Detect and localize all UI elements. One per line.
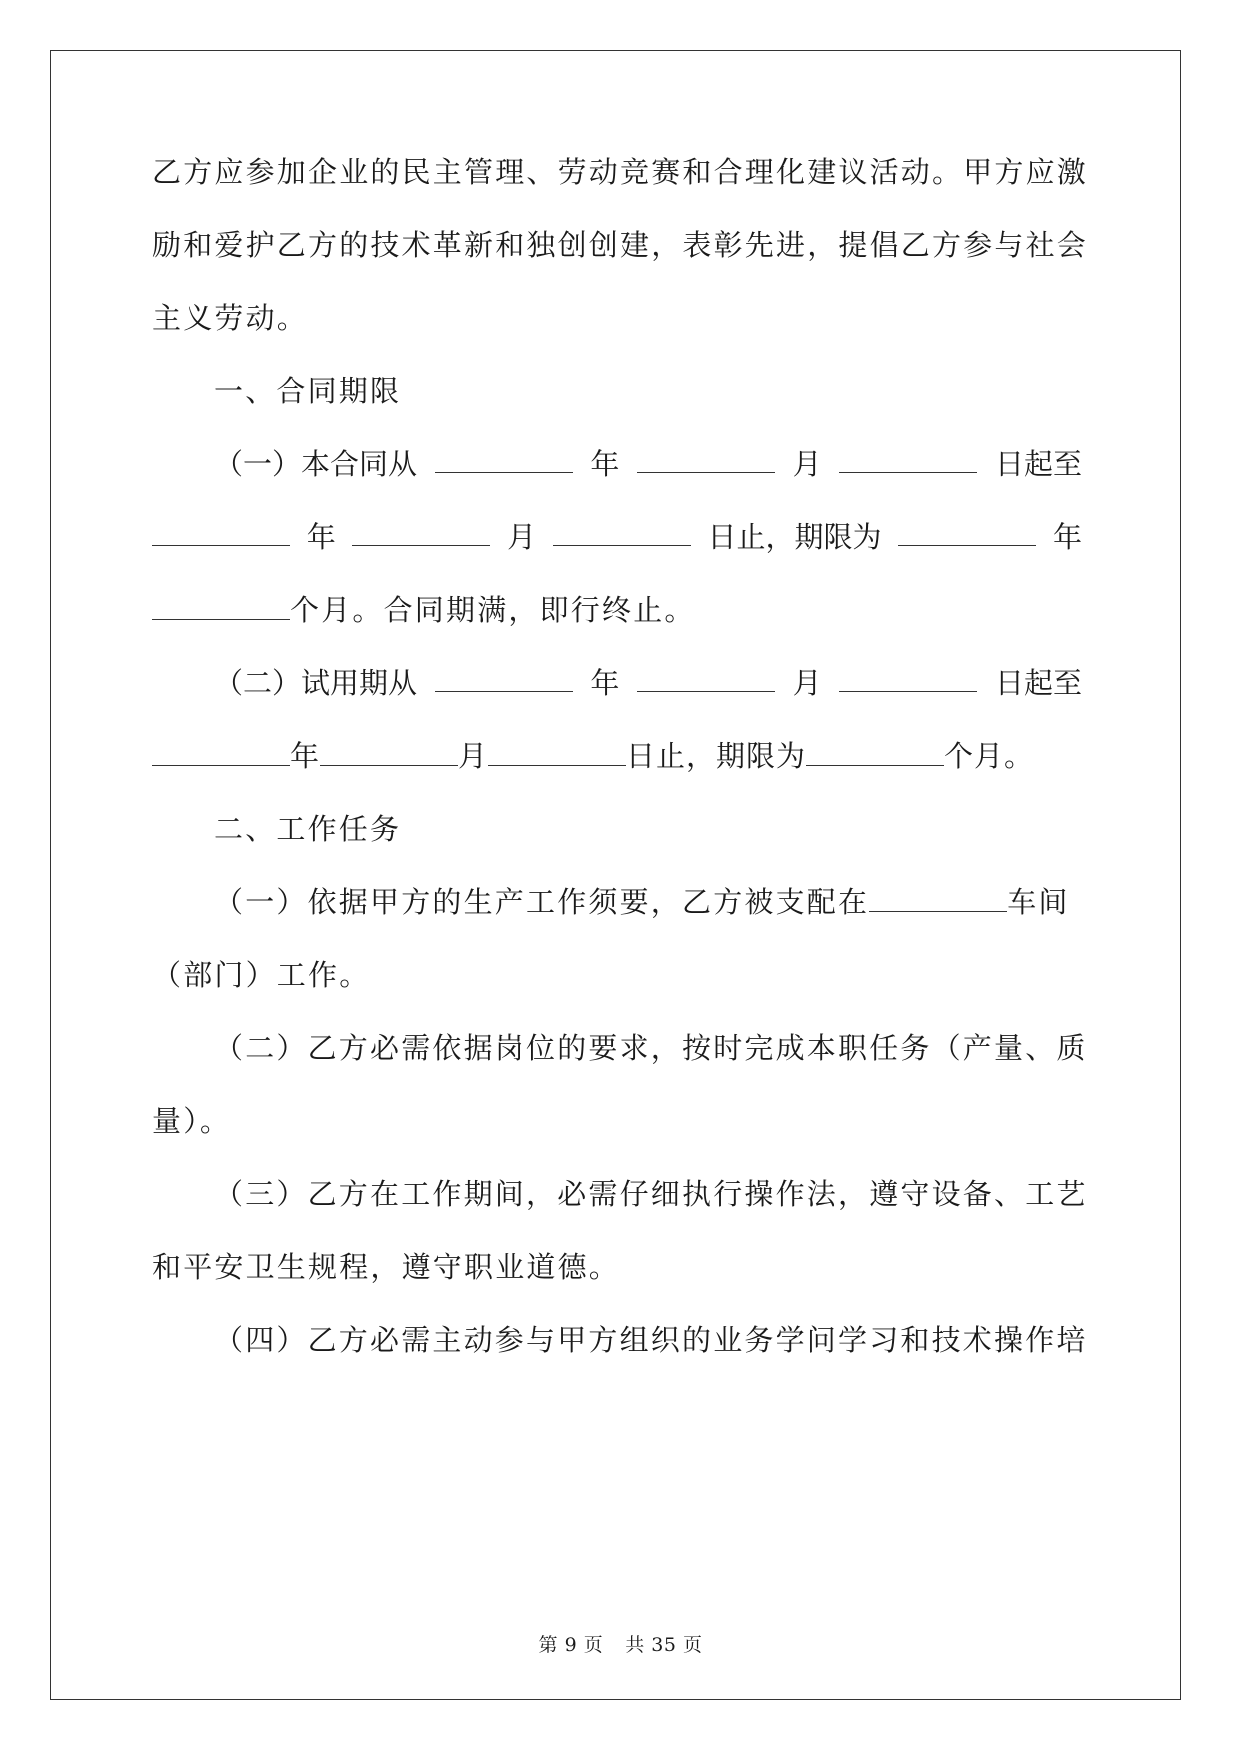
fill-in-blank[interactable]	[152, 737, 290, 766]
page-number-current: 第 9 页	[538, 1634, 604, 1656]
fill-in-blank[interactable]	[839, 663, 977, 692]
fill-in-blank[interactable]	[152, 591, 290, 620]
work-clause-1-line-1	[214, 882, 1082, 922]
fill-in-blank[interactable]	[352, 517, 490, 546]
clause-text: 日止，期限为	[626, 739, 807, 773]
month-label: 月	[792, 447, 822, 481]
fill-in-blank[interactable]	[898, 517, 1036, 546]
clause-contract-period-line-2	[152, 517, 1082, 557]
year-label: 年	[306, 520, 336, 554]
fill-in-blank[interactable]	[488, 737, 626, 766]
year-label: 年	[590, 447, 620, 481]
clause-text: 个月。合同期满，即行终止。	[290, 593, 696, 627]
fill-in-blank[interactable]	[637, 444, 775, 473]
section-heading-work-tasks: 二、工作任务	[214, 812, 402, 846]
day-label: 日起至	[994, 447, 1082, 481]
work-clause-2-line-1: （二）乙方必需依据岗位的要求，按时完成本职任务（产量、质	[214, 1031, 1088, 1065]
year-label: 年	[290, 739, 321, 773]
fill-in-blank[interactable]	[839, 444, 977, 473]
clause-contract-period-line-1	[214, 444, 1082, 484]
month-label: 月	[507, 520, 537, 554]
fill-in-blank[interactable]	[320, 737, 458, 766]
paragraph-line: 主义劳动。	[152, 301, 309, 335]
year-label: 年	[590, 666, 620, 700]
month-label: 月	[792, 666, 822, 700]
clause-text: （一）依据甲方的生产工作须要，乙方被支配在	[214, 885, 870, 919]
clause-text: （二）试用期从	[214, 666, 418, 700]
page-number-total: 共 35 页	[625, 1634, 703, 1656]
paragraph-line: 乙方应参加企业的民主管理、劳动竞赛和合理化建议活动。甲方应激	[152, 155, 1089, 189]
clause-text: 个月。	[944, 739, 1035, 773]
work-clause-4-line-1: （四）乙方必需主动参与甲方组织的业务学问学习和技术操作培	[214, 1323, 1088, 1357]
fill-in-blank[interactable]	[869, 883, 1007, 912]
fill-in-blank[interactable]	[435, 663, 573, 692]
section-heading-contract-term: 一、合同期限	[214, 374, 402, 408]
work-clause-3-line-1: （三）乙方在工作期间，必需仔细执行操作法，遵守设备、工艺	[214, 1177, 1088, 1211]
month-label: 月	[458, 739, 489, 773]
paragraph-line: 励和爱护乙方的技术革新和独创创建，表彰先进，提倡乙方参与社会	[152, 228, 1089, 262]
clause-probation-line-2	[152, 736, 1082, 776]
page-footer	[0, 1633, 1241, 1657]
fill-in-blank[interactable]	[806, 737, 944, 766]
fill-in-blank[interactable]	[152, 517, 290, 546]
work-clause-2-line-2: 量）。	[152, 1104, 232, 1138]
fill-in-blank[interactable]	[553, 517, 691, 546]
work-clause-1-line-2: （部门）工作。	[152, 958, 371, 992]
day-label: 日止，期限为	[707, 520, 882, 554]
year-label: 年	[1052, 520, 1082, 554]
work-clause-3-line-2: 和平安卫生规程，遵守职业道德。	[152, 1250, 621, 1284]
fill-in-blank[interactable]	[637, 663, 775, 692]
clause-text: （一）本合同从	[214, 447, 418, 481]
clause-contract-period-line-3	[152, 590, 1082, 630]
day-label: 日起至	[994, 666, 1082, 700]
clause-text: 车间	[1007, 885, 1070, 919]
fill-in-blank[interactable]	[435, 444, 573, 473]
clause-probation-line-1	[214, 663, 1082, 703]
